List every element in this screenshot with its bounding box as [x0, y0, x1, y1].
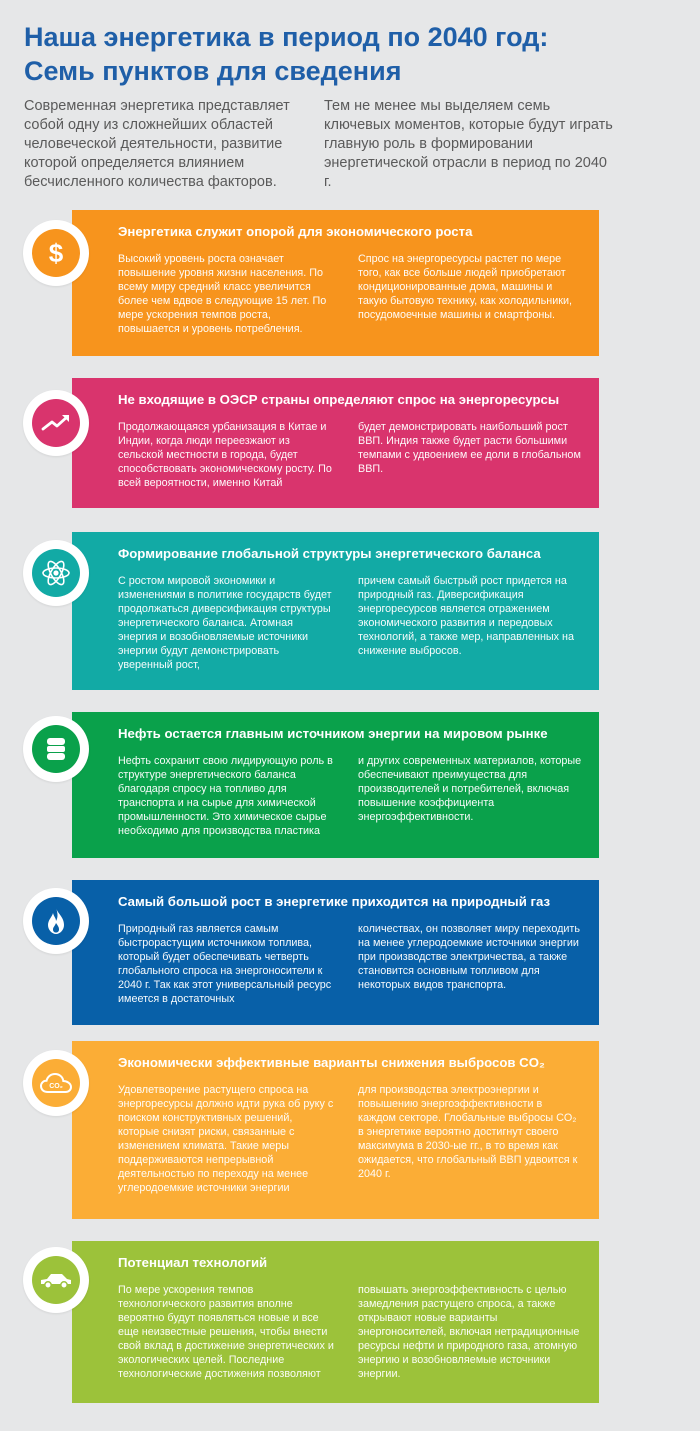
card-co2-reduction [72, 1041, 599, 1219]
card-energy-mix [72, 532, 599, 690]
card-text-right: будет демонстрировать наибольший рост ВВП. Индия также будет расти большими темпами с удвоением ее доли в глобальном ВВП. [358, 421, 581, 475]
intro-left: Современная энергетика представляет собой одну из сложнейших областей человеческой деятельности, развитие которой определяется влиянием бесчисленного количества факторов. [24, 98, 290, 190]
card-title: Энергетика служит опорой для экономического роста [118, 224, 473, 239]
card-text-right: Спрос на энергоресурсы растет по мере того, как все больше людей приобретают кондиционированные дома, машины и такую бытовую технику, как холодильники, посудомоечные машины и смартфоны. [358, 253, 573, 321]
card-technology [72, 1241, 599, 1403]
card-oil-leading [72, 712, 599, 858]
dollar-icon [32, 229, 80, 277]
title-line-2: Семь пунктов для сведения [24, 56, 402, 86]
card-text-right: повышать энергоэффективность с целью замедления растущего спроса, а также открывают новые варианты энергоносителей, включая нетрадиционные ресурсы нефти и природного газа, атомную энергию и возобновляемые источники энергии. [358, 1284, 580, 1380]
page-title [24, 20, 684, 88]
card-text-right: для производства электроэнергии и повышению энергоэффективности в каждом секторе. Глобальные выбросы CO₂ в энергетике вероятно достигнут своего максимума в 2030-ые гг., в то время как ожидается, что глобальный ВВП удвоится к 2040 г. [358, 1084, 578, 1180]
card-text-left: Природный газ является самым быстрорастущим источником топлива, который будет обеспечивать четверть глобального спроса на энергоносители к 2040 г. Так как этот универсальный ресурс имеется в достаточных [118, 923, 332, 1005]
badge-co2-reduction [23, 1050, 89, 1116]
card-natural-gas [72, 880, 599, 1025]
card-text-right: причем самый быстрый рост придется на природный газ. Диверсификация энергоресурсов является отражением экономического развития и передовых технологий, а также мер, направленных на снижение выбросов. [358, 575, 575, 657]
card-title: Самый большой рост в энергетике приходится на природный газ [118, 894, 551, 909]
card-economic-growth [72, 210, 599, 356]
card-text-left: Высокий уровень роста означает повышение уровня жизни населения. По всему миру средний класс увеличится более чем вдвое в следующие 15 лет. По мере ускорения темпов роста, повышается и уровень потребления. [118, 253, 327, 335]
card-text-left: По мере ускорения темпов технологического развития вполне вероятно будут появляться новые и все еще неизвестные решения, чтобы внести свой вклад в достижение энергетических и экологических целей. Последние технологические достижения позволяют [118, 1284, 334, 1380]
card-title: Потенциал технологий [118, 1255, 268, 1270]
atom-icon [32, 549, 80, 597]
oil-barrels-icon [32, 725, 80, 773]
card-text-left: С ростом мировой экономики и изменениями в политике государств будет продолжаться диверсификация структуры энергетического баланса. Атомная энергия и возобновляемые источники энергии будут демонстрировать уверенный рост, [118, 575, 332, 671]
co2-icon-label: CO₂ [49, 1083, 63, 1090]
card-title: Нефть остается главным источником энергии на мировом рынке [118, 726, 548, 741]
title-line-1: Наша энергетика в период по 2040 год: [24, 22, 549, 52]
co2-cloud-icon [32, 1059, 80, 1107]
badge-oil-leading [23, 716, 89, 782]
card-title: Не входящие в ОЭСР страны определяют спрос на энергоресурсы [118, 392, 560, 407]
card-non-oecd-demand [72, 378, 599, 508]
badge-natural-gas [23, 888, 89, 954]
svg-text:$: $ [48, 238, 64, 268]
card-text-right: количествах, он позволяет миру переходить на менее углеродоемкие источники энергии при производстве электричества, а также становится основным топливом для некоторых видов транспорта. [358, 923, 581, 991]
badge-economic-growth [23, 220, 89, 286]
badge-technology [23, 1247, 89, 1313]
car-icon [32, 1256, 80, 1304]
card-text-right: и других современных материалов, которые обеспечивают преимущества для производителей и потребителей, включая повышение коэффициента энергоэффективности. [358, 755, 582, 823]
card-text-left: Нефть сохранит свою лидирующую роль в структуре энергетического баланса благодаря спросу на топливо для транспорта и на сырье для химической промышленности. Это химическое сырье необходимо для производства пластика [118, 755, 333, 837]
card-text-left: Удовлетворение растущего спроса на энергоресурсы должно идти рука об руку с поиском конструктивных решений, которые снизят риски, связанные с изменением климата. Такие меры поддерживаются непрерывной деятельностью по переходу на менее углеродоемкие источники энергии [118, 1084, 334, 1194]
gas-flame-icon [32, 897, 80, 945]
card-title: Экономически эффективные варианты снижения выбросов CO₂ [118, 1055, 545, 1070]
badge-non-oecd-demand [23, 390, 89, 456]
trend-up-icon [32, 399, 80, 447]
badge-energy-mix [23, 540, 89, 606]
intro-right: Тем не менее мы выделяем семь ключевых моментов, которые будут играть главную роль в формировании энергетической отрасли в период по 2040 г. [324, 98, 613, 190]
card-text-left: Продолжающаяся урбанизация в Китае и Индии, когда люди переезжают из сельской местности в города, будет способствовать экономическому росту. По всей вероятности, именно Китай [118, 421, 332, 489]
card-title: Формирование глобальной структуры энергетического баланса [118, 546, 541, 561]
